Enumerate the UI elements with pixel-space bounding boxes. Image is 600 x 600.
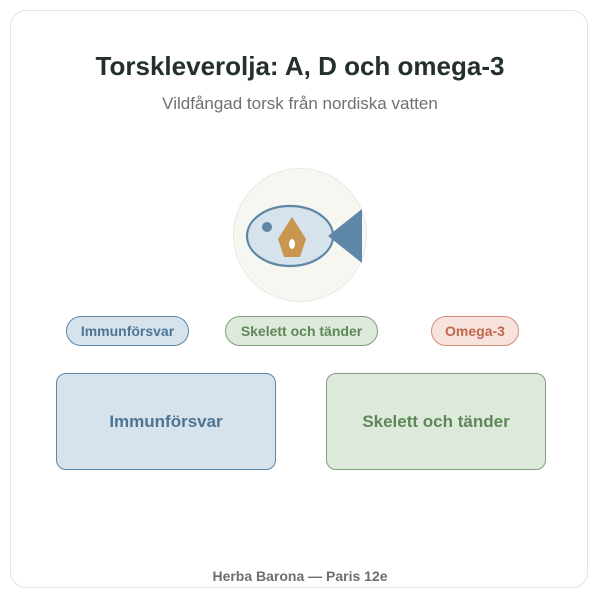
fish-eye	[262, 222, 272, 232]
fish-icon	[234, 169, 368, 303]
footer-text: Herba Barona — Paris 12e	[212, 568, 388, 584]
page-title: Torskleverolja: A, D och omega-3	[95, 51, 505, 81]
tag-immunforsvar: Immunförsvar	[66, 316, 189, 346]
page-subtitle: Vildfångad torsk från nordiska vatten	[162, 94, 438, 113]
oil-drop-highlight	[289, 239, 295, 249]
tag-skelett-och-tander: Skelett och tänder	[225, 316, 378, 346]
fish-illustration	[233, 168, 367, 302]
box-immunforsvar: Immunförsvar	[56, 373, 276, 470]
fish-tail	[328, 209, 362, 263]
info-card	[10, 10, 588, 588]
tag-omega-3: Omega-3	[431, 316, 519, 346]
box-skelett-och-tander: Skelett och tänder	[326, 373, 546, 470]
